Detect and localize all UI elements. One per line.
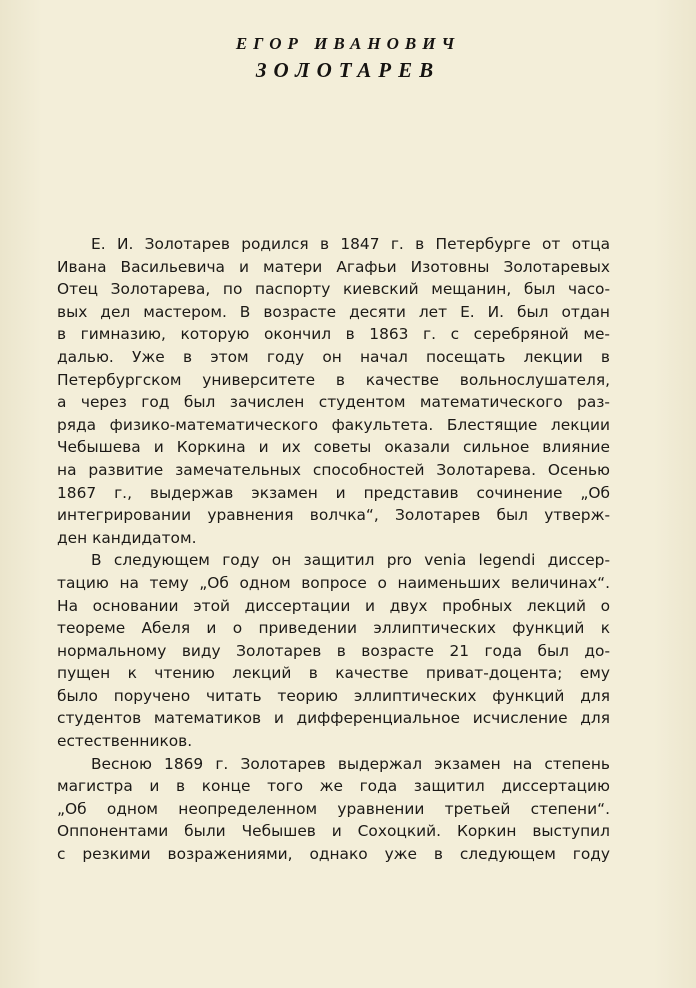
text-line: „Об одном неопределенном уравнении третьей степени“. bbox=[57, 799, 610, 818]
paragraph-1 bbox=[57, 233, 610, 549]
text-line: на развитие замечательных способностей Золотарева. Осенью bbox=[57, 460, 610, 479]
text-line: было поручено читать теорию эллиптических функций для bbox=[57, 686, 610, 705]
text-line: с резкими возражениями, однако уже в следующем году bbox=[57, 845, 610, 864]
author-first-names: ЕГОР ИВАНОВИЧ bbox=[235, 34, 461, 53]
text-line: Отец Золотарева, по паспорту киевский мещанин, был часо- bbox=[57, 280, 610, 299]
text-line: студентов математиков и дифференциальное исчисление для bbox=[57, 709, 610, 728]
text-line: ряда физико-математического факультета. Блестящие лекции bbox=[57, 415, 610, 434]
text-line: магистра и в конце того же года защитил диссертацию bbox=[57, 777, 610, 796]
text-line: нормальному виду Золотарев в возрасте 21 года был до- bbox=[57, 641, 610, 660]
text-line: пущен к чтению лекций в качестве приват-доцента; ему bbox=[57, 664, 610, 683]
text-line: вых дел мастером. В возрасте десяти лет Е. И. был отдан bbox=[57, 302, 610, 321]
text-line: На основании этой диссертации и двух пробных лекций о bbox=[57, 596, 610, 615]
text-line: интегрировании уравнения волчка“, Золотарев был утверж- bbox=[57, 506, 610, 525]
text-line: ден кандидатом. bbox=[57, 528, 197, 547]
text-line: а через год был зачислен студентом математического раз- bbox=[57, 393, 610, 412]
text-line: 1867 г., выдержав экзамен и представив сочинение „Об bbox=[57, 483, 610, 502]
text-line: теореме Абеля и о приведении эллиптических функций к bbox=[57, 619, 610, 638]
paragraph-2 bbox=[57, 549, 610, 752]
paragraph-3 bbox=[57, 753, 610, 866]
text-line: далью. Уже в этом году он начал посещать лекции в bbox=[57, 347, 610, 366]
text-line: естественников. bbox=[57, 732, 193, 751]
text-line: Оппонентами были Чебышев и Сохоцкий. Коркин выступил bbox=[57, 822, 610, 841]
text-line: тацию на тему „Об одном вопросе о наименьших величинах“. bbox=[57, 573, 610, 592]
text-line: Е. И. Золотарев родился в 1847 г. в Петербурге от отца bbox=[91, 235, 610, 253]
text-line: Весною 1869 г. Золотарев выдержал экзамен на степень bbox=[91, 754, 610, 773]
text-line: Чебышева и Коркина и их советы оказали сильное влияние bbox=[57, 438, 610, 457]
biography-text bbox=[57, 233, 610, 866]
text-line: Петербургском университете в качестве вольнослушателя, bbox=[57, 370, 610, 389]
text-line: в гимназию, которую окончил в 1863 г. с серебряной ме- bbox=[57, 325, 610, 344]
text-line: В следующем году он защитил pro venia legendi диссер- bbox=[91, 551, 610, 570]
text-line: Ивана Васильевича и матери Агафьи Изотовны Золотаревых bbox=[57, 257, 610, 276]
author-surname: ЗОЛОТАРЕВ bbox=[255, 58, 441, 82]
